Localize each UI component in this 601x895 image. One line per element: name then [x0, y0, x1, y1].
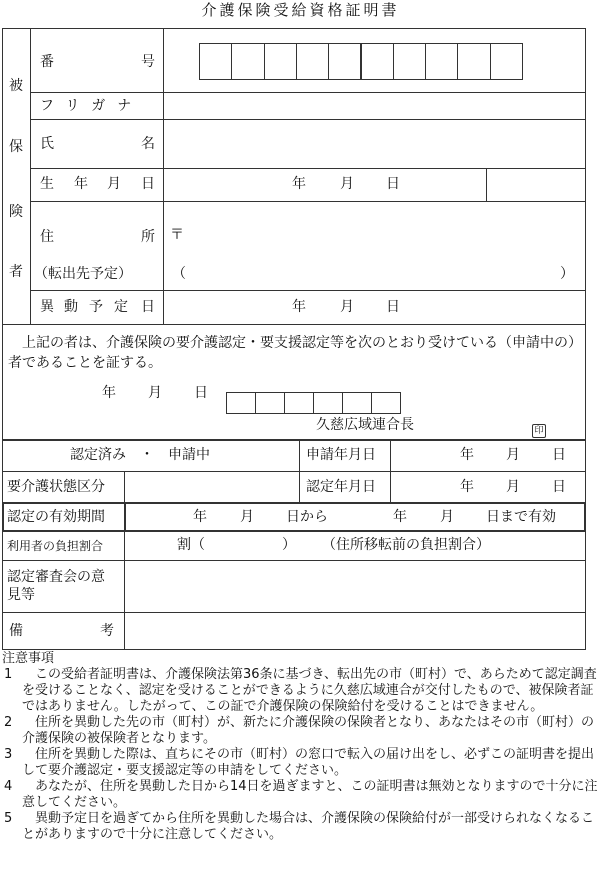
validity-to-day: 日まで有効 — [486, 509, 556, 525]
birth-label-1: 生 — [40, 176, 54, 192]
review-opinion-label-2: 見等 — [7, 587, 35, 603]
digit-box[interactable] — [361, 43, 394, 80]
digit-box[interactable] — [371, 392, 401, 414]
digit-box[interactable] — [264, 43, 297, 80]
note-text: この受給者証明書は、介護保険法第36条に基づき、転出先の市（町村）で、あらためて認定調査を受けることなく、認定を受けることができるように久慈広域連合が交付したもので、被保険者証ではありません。したがって、この証で介護保険の保険給付を受けることはできません。 — [22, 667, 597, 714]
note-number: 4 — [4, 779, 13, 794]
move-year: 年 — [292, 299, 306, 315]
birth-label-3: 月 — [107, 176, 121, 192]
review-opinion-label-1: 認定審査会の意 — [7, 569, 105, 585]
burden-label: 利用者の負担割合 — [7, 539, 104, 553]
note-text: 住所を異動した先の市（町村）が、新たに介護保険の保険者となり、あなたはその市（町村）の介護保険の被保険者となります。 — [22, 715, 595, 746]
validity-label: 認定の有効期間 — [7, 509, 105, 525]
care-level-label: 要介護状態区分 — [7, 479, 105, 495]
birth-label-4: 日 — [141, 176, 155, 192]
note-item — [2, 779, 599, 811]
cert-year: 年 — [102, 385, 116, 401]
forward-paren-close: ） — [560, 266, 574, 282]
application-day: 日 — [552, 447, 566, 463]
note-text: あなたが、住所を異動した日から14日を過ぎますと、この証明書は無効となりますので十分に注意してください。 — [22, 779, 598, 810]
burden-note: （住所移転前の負担割合） — [322, 537, 490, 553]
birth-year: 年 — [292, 176, 306, 192]
cert-day: 日 — [194, 385, 208, 401]
insured-label-1: 被 — [9, 78, 23, 94]
digit-box[interactable] — [255, 392, 285, 414]
validity-from-year: 年 — [193, 509, 207, 525]
cert-month: 月 — [148, 385, 162, 401]
digit-box[interactable] — [490, 43, 523, 80]
address-label-2: 所 — [141, 229, 155, 245]
number-label-1: 番 — [40, 54, 54, 70]
application-month: 月 — [506, 447, 520, 463]
insured-label-4: 者 — [9, 264, 23, 280]
move-label-2: 動 — [64, 299, 78, 315]
note-number: 3 — [4, 747, 13, 762]
digit-box[interactable] — [231, 43, 264, 80]
document-title: 介護保険受給資格証明書 — [201, 1, 400, 19]
move-month: 月 — [340, 299, 354, 315]
digit-box[interactable] — [342, 392, 372, 414]
note-item — [2, 811, 599, 843]
postal-mark: 〒 — [170, 227, 184, 243]
digit-box[interactable] — [226, 392, 256, 414]
note-number: 1 — [4, 667, 13, 682]
note-item — [2, 747, 599, 779]
application-date-label: 申請年月日 — [306, 447, 376, 463]
note-item — [2, 715, 599, 747]
notes-heading: 注意事項 — [2, 651, 55, 666]
digit-box[interactable] — [313, 392, 343, 414]
certified-month: 月 — [506, 479, 520, 495]
digit-box[interactable] — [199, 43, 232, 80]
number-label-2: 号 — [141, 54, 155, 70]
note-number: 5 — [4, 811, 13, 826]
birth-month: 月 — [340, 176, 354, 192]
burden-prefix: 割（ — [177, 537, 205, 553]
remarks-label-1: 備 — [9, 623, 23, 639]
name-label-1: 氏 — [40, 136, 54, 152]
validity-to-year: 年 — [393, 509, 407, 525]
address-label-1: 住 — [40, 229, 54, 245]
move-label-4: 定 — [114, 299, 128, 315]
name-label-2: 名 — [141, 136, 155, 152]
certified-or-applying[interactable]: 認定済み ・ 申請中 — [70, 447, 210, 463]
digit-box[interactable] — [328, 43, 361, 80]
certified-day: 日 — [552, 479, 566, 495]
digit-box[interactable] — [393, 43, 426, 80]
certified-year: 年 — [460, 479, 474, 495]
notes-section — [2, 651, 599, 843]
seal-mark: 印 — [532, 424, 546, 438]
birth-day: 日 — [386, 176, 400, 192]
digit-box[interactable] — [425, 43, 458, 80]
application-year: 年 — [460, 447, 474, 463]
insured-label-3: 険 — [9, 204, 23, 220]
birth-label-2: 年 — [74, 176, 88, 192]
validity-from-day: 日から — [286, 509, 328, 525]
digit-box[interactable] — [296, 43, 329, 80]
issuer-name: 久慈広域連合長 — [316, 417, 414, 433]
certification-text: 上記の者は、介護保険の要介護認定・要支援認定等を次のとおり受けている（申請中の）者であることを証する。 — [8, 335, 575, 371]
note-text: 異動予定日を過ぎてから住所を異動した場合は、介護保険の保険給付が一部受けられなくなることがありますので十分に注意してください。 — [22, 811, 595, 842]
digit-box[interactable] — [284, 392, 314, 414]
move-label-5: 日 — [141, 299, 155, 315]
furigana-label: フリガナ — [40, 98, 144, 114]
insured-label-2: 保 — [9, 139, 23, 155]
move-label-1: 異 — [40, 299, 54, 315]
remarks-label-2: 考 — [100, 623, 114, 639]
note-item — [2, 667, 599, 715]
certified-date-label: 認定年月日 — [306, 479, 376, 495]
burden-suffix: ） — [282, 537, 296, 553]
validity-from-month: 月 — [240, 509, 254, 525]
note-text: 住所を異動した際は、直ちにその市（町村）の窓口で転入の届け出をし、必ずこの証明書を提出して要介護認定・要支援認定等の申請をしてください。 — [22, 747, 595, 778]
forward-paren-open: （ — [172, 266, 186, 282]
note-number: 2 — [4, 715, 13, 730]
move-label-3: 予 — [89, 299, 103, 315]
digit-box[interactable] — [457, 43, 490, 80]
forward-address-label: （転出先予定） — [34, 266, 132, 282]
validity-to-month: 月 — [440, 509, 454, 525]
move-day: 日 — [386, 299, 400, 315]
